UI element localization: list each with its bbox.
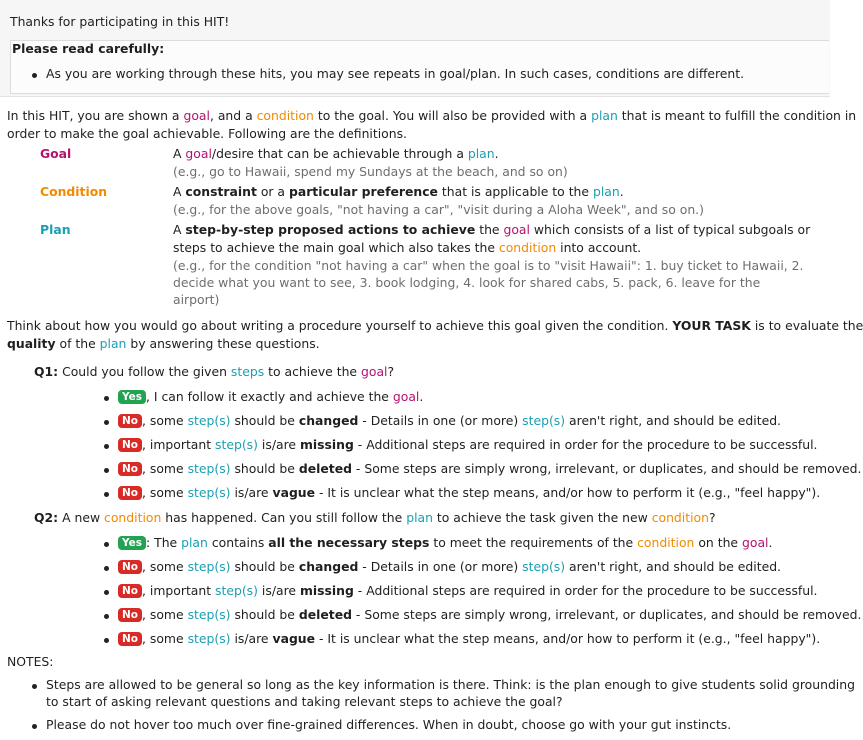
no-badge: No (118, 584, 142, 598)
q1-option-yes[interactable]: Yes , I can follow it exactly and achieve the goal. (118, 389, 423, 404)
def-plan-example-1: (e.g., for the condition "not having a car" when the goal is to "visit Hawaii": 1. buy ticket to Hawaii, 2. (173, 258, 804, 273)
def-term-plan: Plan (40, 222, 71, 237)
q1-option-deleted[interactable]: No , some step(s) should be deleted - Some steps are simply wrong, irrelevant, or duplicates, and should be removed. (118, 461, 861, 476)
no-badge: No (118, 608, 142, 622)
def-plan-example-2: decide what you want to see, 3. book lodging, 4. look for shared cabs, 5. pack, 6. leave for the (173, 275, 761, 290)
def-goal-text: A goal/desire that can be achievable through a plan. (173, 146, 499, 161)
q2-option-vague[interactable]: No , some step(s) is/are vague - It is unclear what the step means, and/or how to perform it (e.g., "feel happy"). (118, 631, 820, 646)
task-line-1: Think about how you would go about writing a procedure yourself to achieve this goal given the condition. YOUR TASK is to evaluate the (7, 318, 863, 333)
read-carefully-box (10, 40, 829, 94)
no-badge: No (118, 462, 142, 476)
no-badge: No (118, 438, 142, 452)
def-plan-text-1: A step-by-step proposed actions to achieve the goal which consists of a list of typical subgoals or (173, 222, 811, 237)
no-badge: No (118, 414, 142, 428)
no-badge: No (118, 486, 142, 500)
def-plan-text-2: steps to achieve the main goal which also takes the condition into account. (173, 240, 642, 255)
def-plan-example-3: airport) (173, 292, 220, 307)
def-condition-example: (e.g., for the above goals, "not having a car", "visit during a Aloha Week", and so on.) (173, 202, 704, 217)
def-goal-example: (e.g., go to Hawaii, spend my Sundays at the beach, and so on) (173, 164, 568, 179)
q1-option-vague[interactable]: No , some step(s) is/are vague - It is unclear what the step means, and/or how to perform it (e.g., "feel happy"). (118, 485, 820, 500)
def-term-condition: Condition (40, 184, 108, 199)
question-2: Q2: A new condition has happened. Can you still follow the plan to achieve the task given the new condition? (34, 510, 716, 525)
intro-line-1: In this HIT, you are shown a goal, and a condition to the goal. You will also be provided with a plan that is meant to fulfill the condition in (7, 108, 857, 123)
def-condition-text: A constraint or a particular preference that is applicable to the plan. (173, 184, 624, 199)
q2-option-yes[interactable]: Yes : The plan contains all the necessary steps to meet the requirements of the condition on the goal. (118, 535, 772, 550)
no-badge: No (118, 632, 142, 646)
yes-badge: Yes (118, 536, 146, 550)
notes-title: NOTES: (7, 654, 54, 669)
notice-bullet: As you are working through these hits, you may see repeats in goal/plan. In such cases, conditions are different. (46, 66, 745, 81)
no-badge: No (118, 560, 142, 574)
condition-term: condition (256, 108, 314, 123)
q1-option-changed[interactable]: No , some step(s) should be changed - Details in one (or more) step(s) aren't right, and should be edited. (118, 413, 781, 428)
goal-term: goal (183, 108, 210, 123)
q2-option-changed[interactable]: No , some step(s) should be changed - Details in one (or more) step(s) aren't right, and should be edited. (118, 559, 781, 574)
q1-option-missing[interactable]: No , important step(s) is/are missing - Additional steps are required in order for the procedure to be successful. (118, 437, 818, 452)
notice-title: Please read carefully: (12, 41, 165, 56)
instructions-banner (0, 0, 830, 97)
question-1: Q1: Could you follow the given steps to achieve the goal? (34, 364, 395, 379)
thanks-message: Thanks for participating in this HIT! (10, 14, 230, 29)
q2-option-missing[interactable]: No , important step(s) is/are missing - Additional steps are required in order for the procedure to be successful. (118, 583, 818, 598)
note-2: Please do not hover too much over fine-grained differences. When in doubt, choose go with your gut instincts. (46, 717, 732, 732)
q2-option-deleted[interactable]: No , some step(s) should be deleted - Some steps are simply wrong, irrelevant, or duplicates, and should be removed. (118, 607, 861, 622)
note-1-line-1: Steps are allowed to be general so long as the key information is there. Think: is the plan enough to give students solid grounding (46, 677, 855, 692)
note-1-line-2: to start of asking relevant questions and taking relevant steps to achieve the goal? (46, 694, 563, 709)
task-line-2: quality of the plan by answering these questions. (7, 336, 320, 351)
yes-badge: Yes (118, 390, 146, 404)
plan-term: plan (591, 108, 618, 123)
intro-line-2: order to make the goal achievable. Following are the definitions. (7, 126, 407, 141)
def-term-goal: Goal (40, 146, 72, 161)
